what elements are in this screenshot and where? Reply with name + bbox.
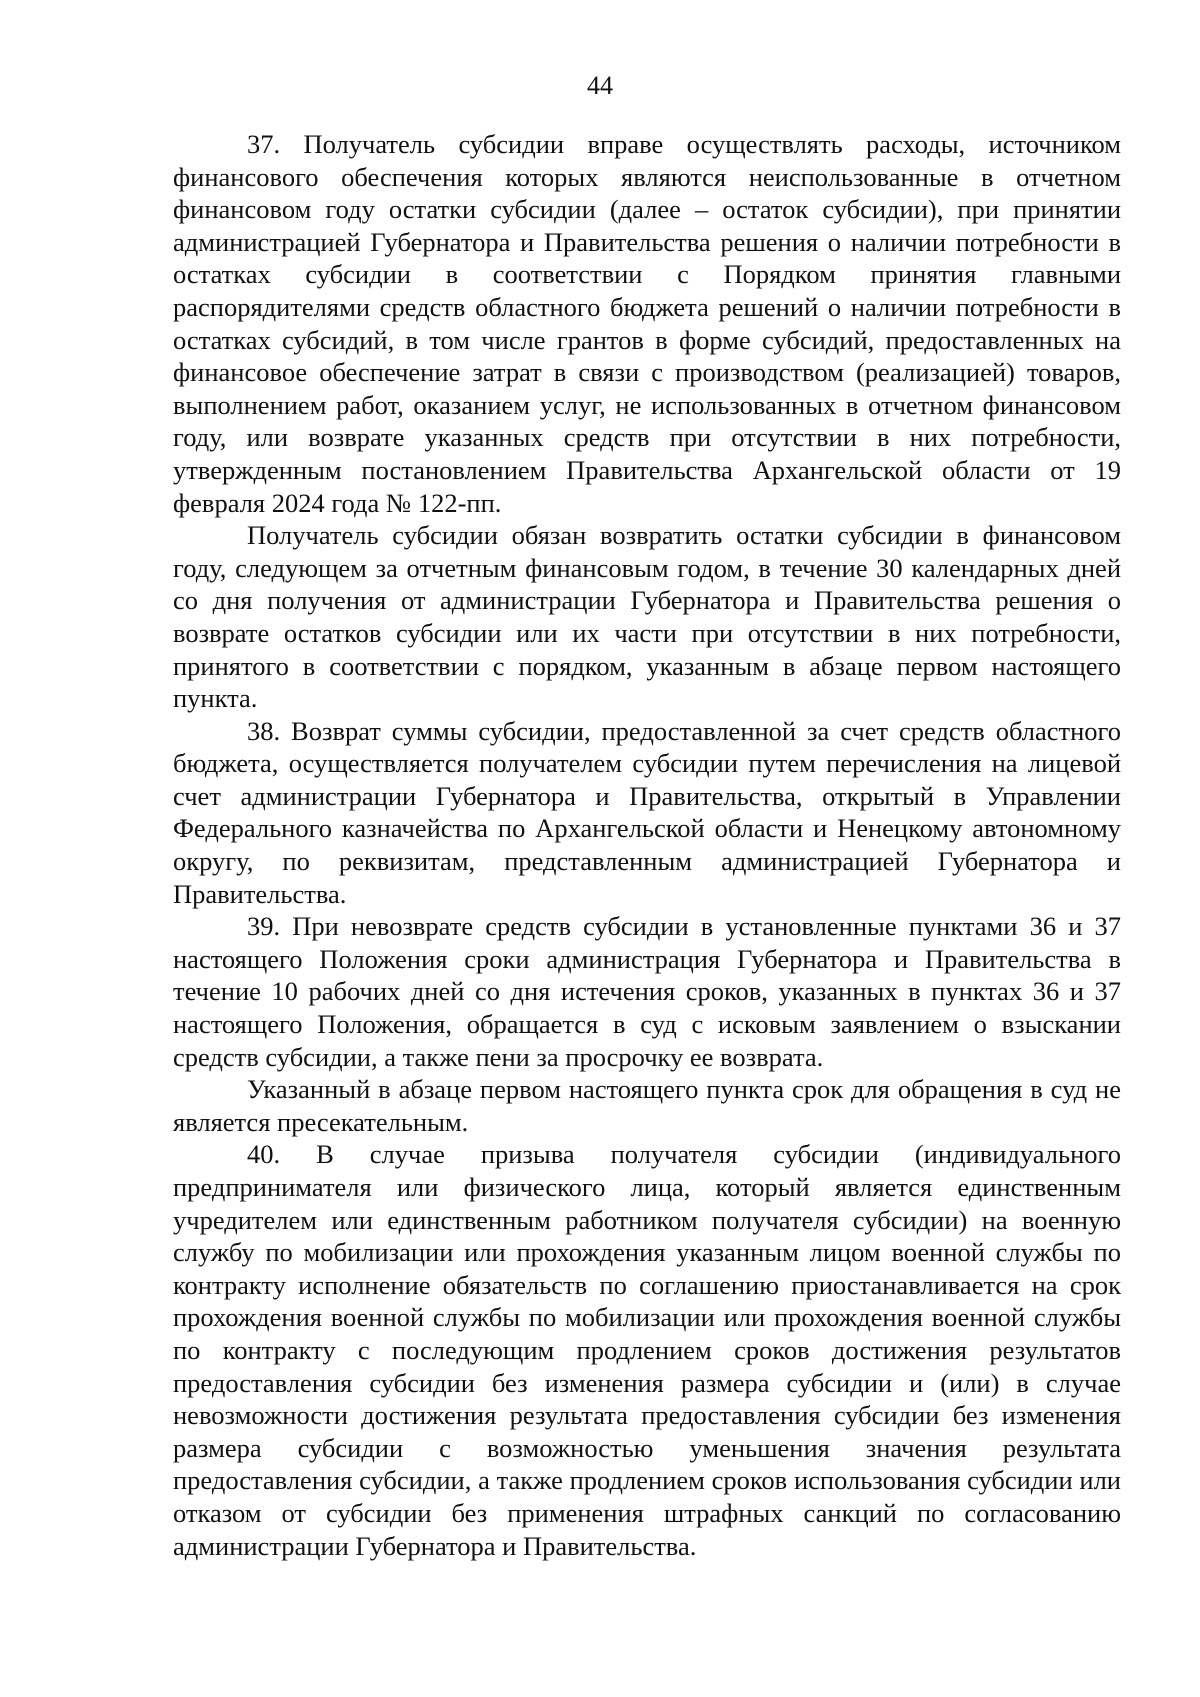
paragraph-39-term-note: Указанный в абзаце первом настоящего пункта срок для обращения в суд не является пресекательным. (173, 1074, 1121, 1137)
paragraph-38: 38. Возврат суммы субсидии, предоставленной за счет средств областного бюджета, осуществляется получателем субсидии путем перечисления на лицевой счет администрации Губернатора и Правительства, открытый в Управлении Федерального казначейства по Архангельской области и Ненецкому автономному округу, по реквизитам, представленным администрацией Губернатора и Правительства. (173, 715, 1121, 909)
paragraph-37: 37. Получатель субсидии вправе осуществлять расходы, источником финансового обеспечения которых являются неиспользованные в отчетном финансовом году остатки субсидии (далее – остаток субсидии), при принятии администрацией Губернатора и Правительства решения о наличии потребности в остатках субсидии в соответствии с Порядком принятия главными распорядителями средств областного бюджета решений о наличии потребности в остатках субсидий, в том числе грантов в форме субсидий, предоставленных на финансовое обеспечение затрат в связи с производством (реализацией) товаров, выполнением работ, оказанием услуг, не использованных в отчетном финансовом году, или возврате указанных средств при отсутствии в них потребности, утвержденным постановлением Правительства Архангельской области от 19 февраля 2024 года № 122-пп. (173, 129, 1121, 518)
paragraph-40: 40. В случае призыва получателя субсидии (индивидуального предпринимателя или физического лица, который является единственным учредителем или единственным работником получателя субсидии) на военную службу по мобилизации или прохождения указанным лицом военной службы по контракту исполнение обязательств по соглашению приостанавливается на срок прохождения военной службы по мобилизации или прохождения военной службы по контракту с последующим продлением сроков достижения результатов предоставления субсидии без изменения размера субсидии и (или) в случае невозможности достижения результата предоставления субсидии без изменения размера субсидии с возможностью уменьшения значения результата предоставления субсидии, а также продлением сроков использования субсидии или отказом от субсидии без применения штрафных санкций по согласованию администрации Губернатора и Правительства. (173, 1139, 1121, 1561)
paragraph-37-return-remainder: Получатель субсидии обязан возвратить остатки субсидии в финансовом году, следующем за отчетным финансовым годом, в течение 30 календарных дней со дня получения от администрации Губернатора и Правительства решения о возврате остатков субсидии или их части при отсутствии в них потребности, принятого в соответствии с порядком, указанным в абзаце первом настоящего пункта. (173, 520, 1121, 714)
paragraph-39: 39. При невозврате средств субсидии в установленные пунктами 36 и 37 настоящего Положения сроки администрация Губернатора и Правительства в течение 10 рабочих дней со дня истечения сроков, указанных в пунктах 36 и 37 настоящего Положения, обращается в суд с исковым заявлением о взыскании средств субсидии, а также пени за просрочку ее возврата. (173, 911, 1121, 1072)
document-body (173, 128, 1121, 1562)
page-number: 44 (587, 71, 613, 100)
